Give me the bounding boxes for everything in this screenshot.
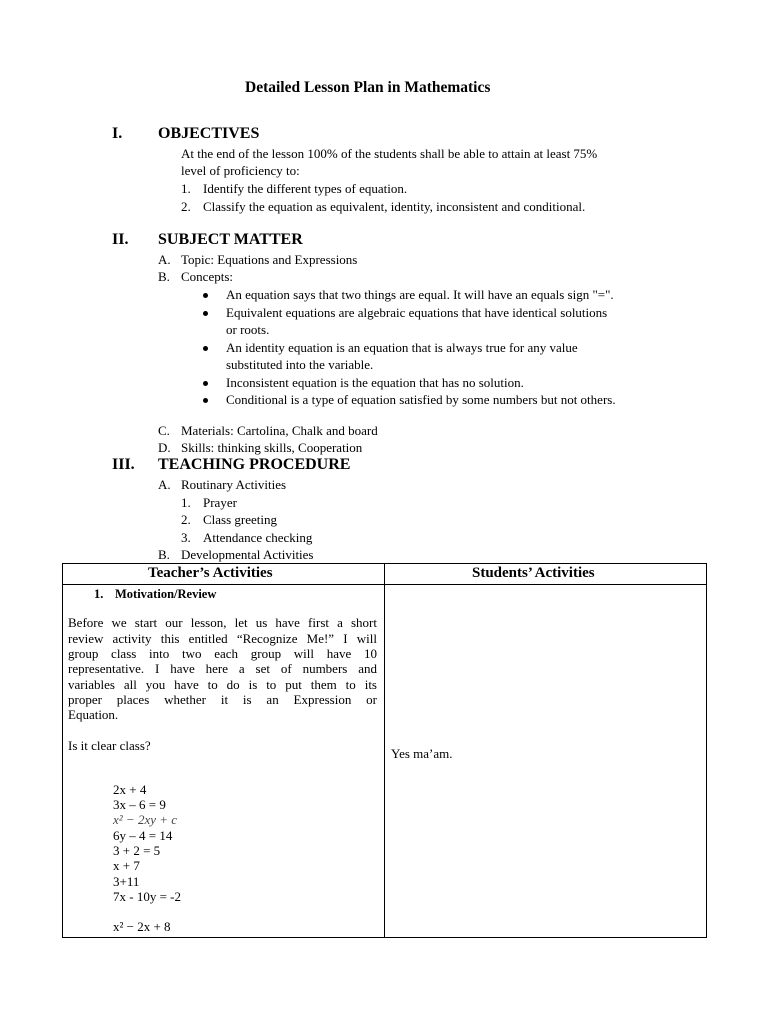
section-heading-subject-matter: SUBJECT MATTER (158, 231, 303, 248)
concept-bullet-text: substituted into the variable. (226, 357, 374, 372)
column-header-students: Students’ Activities (472, 565, 595, 581)
motivation-title: Motivation/Review (115, 587, 217, 601)
concept-bullet-text: Conditional is a type of equation satisfied by some numbers but not others. (226, 392, 616, 407)
concept-bullet-text: or roots. (226, 322, 270, 337)
section-numeral-subject-matter: II. (112, 231, 129, 248)
materials-text: Materials: Cartolina, Chalk and board (181, 423, 378, 438)
topic-text: Topic: Equations and Expressions (181, 252, 358, 267)
table-column-divider (384, 563, 385, 938)
routinary-item-number: 3. (181, 530, 191, 545)
bullet-icon (203, 293, 208, 298)
developmental-letter: B. (158, 547, 170, 562)
routinary-item-number: 2. (181, 512, 191, 527)
teacher-paragraph-line: proper places whether it is an Expression or (68, 692, 377, 707)
expression-item: 3x – 6 = 9 (113, 797, 166, 812)
section-heading-teaching-procedure: TEACHING PROCEDURE (158, 456, 351, 473)
table-border-left (62, 563, 63, 938)
teacher-paragraph-line: representative. I have here a set of numbers and (68, 661, 377, 676)
student-reply: Yes ma’am. (391, 746, 453, 761)
concept-bullet-text: An identity equation is an equation that is always true for any value (226, 340, 578, 355)
concept-bullet-text: Equivalent equations are algebraic equations that have identical solutions (226, 305, 608, 320)
concept-bullet-text: An equation says that two things are equal. It will have an equals sign "=". (226, 287, 614, 302)
expression-item: x² − 2x + 8 (113, 919, 171, 934)
expression-item: 2x + 4 (113, 782, 147, 797)
motivation-number: 1. (94, 587, 104, 601)
teacher-paragraph-line: Equation. (68, 707, 119, 722)
expression-item: 6y – 4 = 14 (113, 828, 173, 843)
routinary-letter: A. (158, 477, 171, 492)
routinary-item-text: Class greeting (203, 512, 278, 527)
table-border-right (706, 563, 707, 938)
expression-item: 3 + 2 = 5 (113, 843, 161, 858)
concept-bullet-text: Inconsistent equation is the equation that has no solution. (226, 375, 524, 390)
expression-item: 3+11 (113, 874, 140, 889)
objective-item-text: Classify the equation as equivalent, identity, inconsistent and conditional. (203, 199, 586, 214)
objective-item-number: 1. (181, 181, 191, 196)
expression-item: x + 7 (113, 858, 140, 873)
objective-item-text: Identify the different types of equation. (203, 181, 408, 196)
bullet-icon (203, 311, 208, 316)
teacher-paragraph-line: group class into two each group will have 10 (68, 646, 377, 661)
developmental-label: Developmental Activities (181, 547, 314, 562)
bullet-icon (203, 346, 208, 351)
bullet-icon (203, 398, 208, 403)
routinary-item-text: Prayer (203, 495, 237, 510)
objective-item-number: 2. (181, 199, 191, 214)
expression-item: x² − 2xy + c (113, 812, 178, 827)
objectives-intro-line2: level of proficiency to: (181, 163, 300, 178)
concepts-letter: B. (158, 269, 170, 284)
skills-text: Skills: thinking skills, Cooperation (181, 440, 363, 455)
teacher-paragraph-line: Before we start our lesson, let us have first a short (68, 615, 377, 630)
topic-letter: A. (158, 252, 171, 267)
skills-letter: D. (158, 440, 171, 455)
column-header-teacher: Teacher’s Activities (148, 565, 273, 581)
routinary-label: Routinary Activities (181, 477, 287, 492)
section-numeral-objectives: I. (112, 125, 123, 142)
materials-letter: C. (158, 423, 170, 438)
section-numeral-teaching-procedure: III. (112, 456, 135, 473)
objectives-intro-line1: At the end of the lesson 100% of the students shall be able to attain at least 75% (181, 146, 598, 161)
teacher-paragraph-line: variables all you have to do is to put them to its (68, 677, 377, 692)
teacher-question: Is it clear class? (68, 738, 151, 753)
bullet-icon (203, 381, 208, 386)
concepts-label: Concepts: (181, 269, 233, 284)
section-heading-objectives: OBJECTIVES (158, 125, 260, 142)
teacher-paragraph-line: review activity this entitled “Recognize Me!” I will (68, 631, 377, 646)
expression-item: 7x - 10y = -2 (113, 889, 181, 904)
document-title: Detailed Lesson Plan in Mathematics (245, 79, 491, 96)
routinary-item-text: Attendance checking (203, 530, 313, 545)
routinary-item-number: 1. (181, 495, 191, 510)
